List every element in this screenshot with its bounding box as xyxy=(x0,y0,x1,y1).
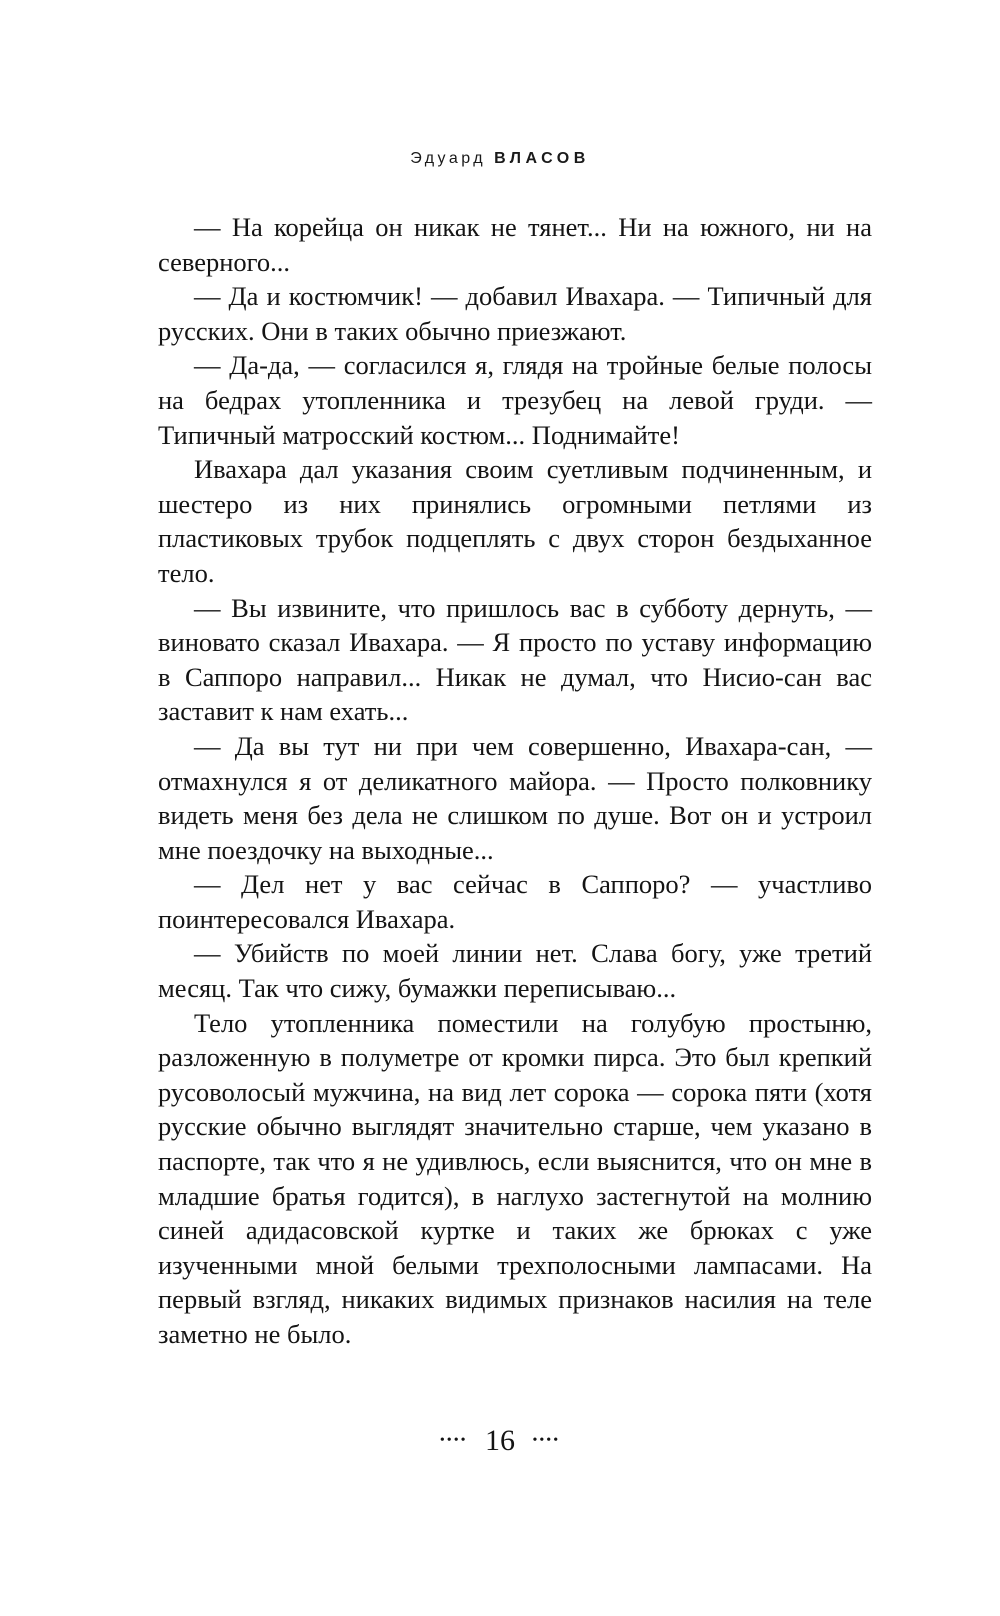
ornament-left: •••• xyxy=(439,1433,468,1449)
paragraph: — Да-да, — согласился я, глядя на тройные белые полосы на бедрах утопленника и трезубец на левой груди. — Типичный матросский костюм... Поднимайте! xyxy=(158,350,872,450)
page-number: 16 xyxy=(485,1424,515,1457)
paragraph: — Дел нет у вас сейчас в Саппоро? — участливо поинтересовался Ивахара. xyxy=(158,869,872,934)
author-last-name: ВЛАСОВ xyxy=(494,150,590,167)
paragraph: — Убийств по моей линии нет. Слава богу, уже третий месяц. Так что сижу, бумажки переписываю... xyxy=(158,938,872,1004)
paragraph: Тело утопленника поместили на голубую простыню, разложенную в полуметре от кромки пирса. Это был крепкий русоволосый мужчина, на вид лет сорока — сорока пяти (хотя русские обычно выглядят значительно старше, чем указано в паспорте, так что я не удивлюсь, если выяснится, что он мне в младшие братья годится), в наглухо застегнутой на молнию синей адидасовской куртке и таких же брюках с уже изученными мной белыми трехполосными лампасами. На первый взгляд, никаких видимых признаков насилия на теле заметно не было. xyxy=(158,1007,872,1349)
paragraph: — На корейца он никак не тянет... Ни на южного, ни на северного... xyxy=(158,212,872,277)
paragraph: — Вы извините, что пришлось вас в субботу дернуть, — виновато сказал Ивахара. — Я просто по уставу информацию в Саппоро направил... Никак не думал, что Нисио-сан вас заставит к нам ехать... xyxy=(158,592,872,727)
paragraph: — Да вы тут ни при чем совершенно, Ивахара-сан, — отмахнулся я от деликатного майора. — Просто полковнику видеть меня без дела не слишком по душе. Вот он и устроил мне поездочку на выходные... xyxy=(158,730,872,865)
paragraph: Ивахара дал указания своим суетливым подчиненным, и шестеро из них принялись огромными петлями из пластиковых трубок подцеплять с двух сторон бездыханное тело. xyxy=(158,454,872,588)
paragraph: — Да и костюмчик! — добавил Ивахара. — Типичный для русских. Они в таких обычно приезжают. xyxy=(158,281,872,346)
running-header xyxy=(0,150,1000,168)
author-first-name: Эдуард xyxy=(410,150,487,167)
page-footer xyxy=(0,1421,1000,1463)
ornament-right: •••• xyxy=(532,1433,561,1449)
body-text xyxy=(158,210,872,1352)
